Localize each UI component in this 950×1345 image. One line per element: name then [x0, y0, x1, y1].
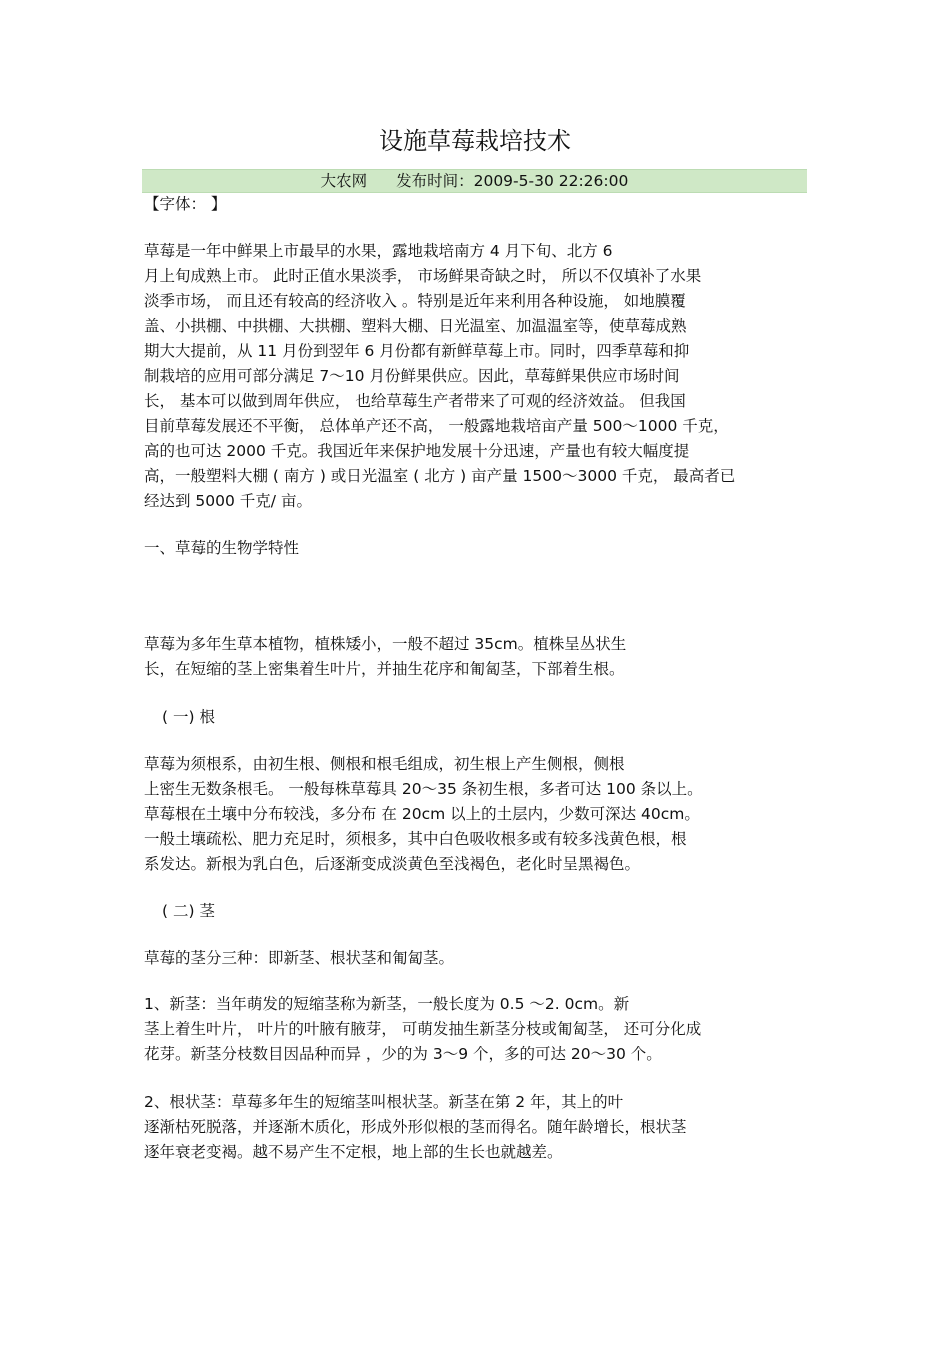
text-line: 逐渐枯死脱落，并逐渐木质化，形成外形似根的茎而得名。随年龄增长，根状茎	[144, 1118, 687, 1136]
text-line: 茎上着生叶片， 叶片的叶腋有腋芽， 可萌发抽生新茎分枝或匍匐茎， 还可分化成	[144, 1020, 702, 1038]
text-line: 花芽。新茎分枝数目因品种而异 ，少的为 3～9 个，多的可达 20～30 个。	[144, 1045, 662, 1063]
text-line: 盖、小拱棚、中拱棚、大拱棚、塑料大棚、日光温室、加温温室等，使草莓成熟	[144, 317, 687, 335]
text-line: 期大大提前，从 11 月份到翌年 6 月份都有新鲜草莓上市。同时，四季草莓和抑	[144, 342, 690, 360]
text-line: 1、新茎：当年萌发的短缩茎称为新茎，一般长度为 0.5 ～2. 0cm。新	[144, 995, 630, 1013]
intro-paragraph	[144, 239, 809, 514]
text-line: 高的也可达 2000 千克。我国近年来保护地发展十分迅速，产量也有较大幅度提	[144, 442, 690, 460]
page-title: 设施草莓栽培技术	[379, 127, 571, 155]
article-meta-bar	[142, 169, 807, 193]
source-name: 大农网	[320, 172, 368, 190]
bio-paragraph	[144, 632, 809, 682]
text-line: 高，一般塑料大棚 ( 南方 ) 或日光温室 ( 北方 ) 亩产量 1500～3000 千克， 最高者已	[144, 467, 736, 485]
text-line: 逐年衰老变褐。越不易产生不定根，地上部的生长也就越差。	[144, 1143, 563, 1161]
root-paragraph	[144, 752, 809, 877]
font-size-control[interactable]: 【字体： 】	[144, 195, 227, 213]
text-line: 一般土壤疏松、肥力充足时，须根多，其中白色吸收根多或有较多浅黄色根，根	[144, 830, 687, 848]
text-line: 草莓是一年中鲜果上市最早的水果，露地栽培南方 4 月下旬、北方 6	[144, 242, 613, 260]
text-line: 草莓根在土壤中分布较浅，多分布 在 20cm 以上的土层内，少数可深达 40cm。	[144, 805, 700, 823]
publish-time: 2009-5-30 22:26:00	[473, 172, 629, 190]
text-line: 制栽培的应用可部分满足 7～10 月份鲜果供应。因此，草莓鲜果供应市场时间	[144, 367, 680, 385]
publish-label: 发布时间：	[396, 172, 474, 190]
new-stem-paragraph	[144, 992, 809, 1067]
section-heading-root: ( 一) 根	[162, 708, 215, 726]
text-line: 上密生无数条根毛。 一般每株草莓具 20～35 条初生根，多者可达 100 条以上。	[144, 780, 703, 798]
text-line: 经达到 5000 千克/ 亩。	[144, 492, 312, 510]
stem-intro-paragraph	[144, 946, 809, 971]
text-line: 2、根状茎：草莓多年生的短缩茎叫根状茎。新茎在第 2 年，其上的叶	[144, 1093, 624, 1111]
section-heading-stem: ( 二) 茎	[162, 902, 215, 920]
text-line: 系发达。新根为乳白色，后逐渐变成淡黄色至浅褐色，老化时呈黑褐色。	[144, 855, 641, 873]
text-line: 长，在短缩的茎上密集着生叶片，并抽生花序和匍匐茎，下部着生根。	[144, 660, 625, 678]
text-line: 草莓为须根系，由初生根、侧根和根毛组成，初生根上产生侧根，侧根	[144, 755, 625, 773]
section-heading-bio: 一、草莓的生物学特性	[144, 539, 300, 557]
text-line: 淡季市场， 而且还有较高的经济收入 。特别是近年来利用各种设施， 如地膜覆	[144, 292, 686, 310]
text-line: 月上旬成熟上市。 此时正值水果淡季， 市场鲜果奇缺之时， 所以不仅填补了水果	[144, 267, 702, 285]
text-line: 长， 基本可以做到周年供应， 也给草莓生产者带来了可观的经济效益。 但我国	[144, 392, 686, 410]
text-line: 草莓为多年生草本植物，植株矮小，一般不超过 35cm。植株呈丛状生	[144, 635, 627, 653]
publish-info	[396, 172, 628, 190]
text-line: 目前草莓发展还不平衡， 总体单产还不高， 一般露地栽培亩产量 500～1000 千克，	[144, 417, 729, 435]
text-line: 草莓的茎分三种：即新茎、根状茎和匍匐茎。	[144, 949, 455, 967]
rhizome-paragraph	[144, 1090, 809, 1165]
